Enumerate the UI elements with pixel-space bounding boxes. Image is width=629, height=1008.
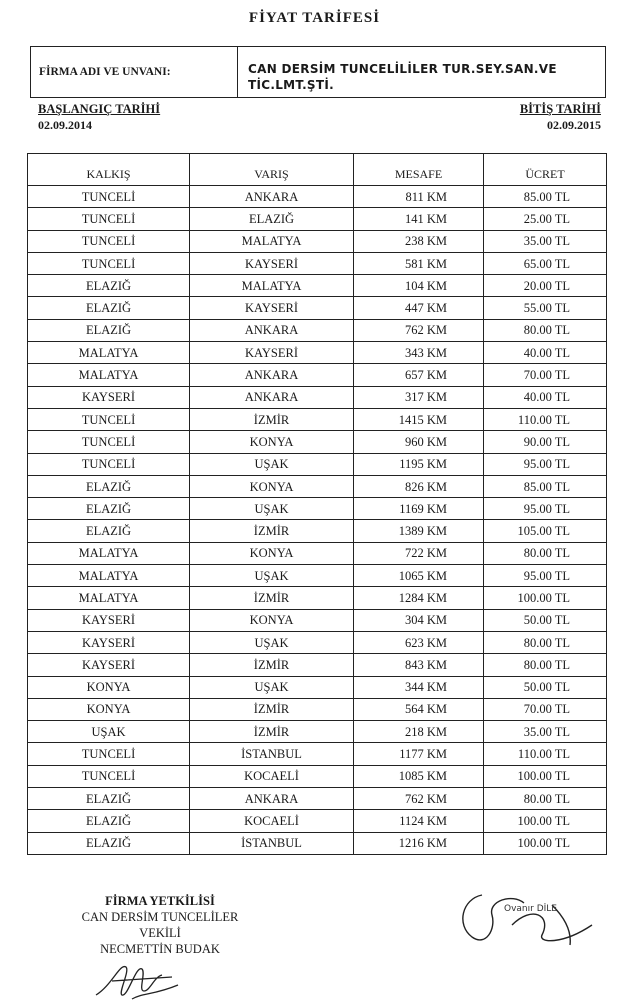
arrival-cell: ANKARA xyxy=(190,319,354,341)
table-row xyxy=(28,498,607,520)
fee-cell: 50.00 TL xyxy=(484,676,607,698)
start-date-label: BAŞLANGIÇ TARİHİ xyxy=(38,102,161,116)
departure-cell: ELAZIĞ xyxy=(28,297,190,319)
arrival-cell: KOCAELİ xyxy=(190,810,354,832)
distance-cell: 1195 KM xyxy=(354,453,484,475)
fee-cell: 65.00 TL xyxy=(484,252,607,274)
table-row xyxy=(28,631,607,653)
distance-cell: 343 KM xyxy=(354,342,484,364)
end-date-block xyxy=(520,101,601,133)
fee-cell: 110.00 TL xyxy=(484,743,607,765)
distance-cell: 447 KM xyxy=(354,297,484,319)
departure-cell: ELAZIĞ xyxy=(28,810,190,832)
arrival-cell: ELAZIĞ xyxy=(190,208,354,230)
arrival-cell: KOCAELİ xyxy=(190,765,354,787)
fee-cell: 95.00 TL xyxy=(484,453,607,475)
fee-cell: 80.00 TL xyxy=(484,319,607,341)
table-row xyxy=(28,676,607,698)
departure-cell: ELAZIĞ xyxy=(28,788,190,810)
arrival-cell: ANKARA xyxy=(190,386,354,408)
firm-name-line2: TİC.LMT.ŞTİ. xyxy=(248,78,334,92)
signatory-name: NECMETTİN BUDAK xyxy=(100,942,220,956)
fee-cell: 110.00 TL xyxy=(484,408,607,430)
arrival-cell: KAYSERİ xyxy=(190,342,354,364)
distance-cell: 843 KM xyxy=(354,654,484,676)
table-row xyxy=(28,587,607,609)
fee-cell: 90.00 TL xyxy=(484,431,607,453)
distance-cell: 826 KM xyxy=(354,475,484,497)
distance-cell: 1284 KM xyxy=(354,587,484,609)
table-row xyxy=(28,565,607,587)
distance-cell: 722 KM xyxy=(354,542,484,564)
table-row xyxy=(28,386,607,408)
distance-cell: 317 KM xyxy=(354,386,484,408)
departure-cell: KAYSERİ xyxy=(28,654,190,676)
departure-cell: UŞAK xyxy=(28,721,190,743)
fee-cell: 100.00 TL xyxy=(484,810,607,832)
header-distance: MESAFE xyxy=(354,154,484,186)
distance-cell: 1124 KM xyxy=(354,810,484,832)
table-row xyxy=(28,364,607,386)
arrival-cell: UŞAK xyxy=(190,676,354,698)
arrival-cell: KONYA xyxy=(190,542,354,564)
start-date-value: 02.09.2014 xyxy=(38,118,92,132)
arrival-cell: İZMİR xyxy=(190,698,354,720)
fee-cell: 85.00 TL xyxy=(484,186,607,208)
departure-cell: TUNCELİ xyxy=(28,208,190,230)
distance-cell: 1216 KM xyxy=(354,832,484,854)
departure-cell: KAYSERİ xyxy=(28,386,190,408)
fee-cell: 40.00 TL xyxy=(484,386,607,408)
distance-cell: 1177 KM xyxy=(354,743,484,765)
distance-cell: 1065 KM xyxy=(354,565,484,587)
departure-cell: ELAZIĞ xyxy=(28,520,190,542)
departure-cell: MALATYA xyxy=(28,342,190,364)
tariff-table xyxy=(27,153,607,855)
fee-cell: 70.00 TL xyxy=(484,364,607,386)
departure-cell: KONYA xyxy=(28,676,190,698)
table-row xyxy=(28,297,607,319)
fee-cell: 35.00 TL xyxy=(484,230,607,252)
arrival-cell: İZMİR xyxy=(190,654,354,676)
arrival-cell: MALATYA xyxy=(190,275,354,297)
fee-cell: 80.00 TL xyxy=(484,788,607,810)
table-row xyxy=(28,408,607,430)
departure-cell: MALATYA xyxy=(28,587,190,609)
arrival-cell: MALATYA xyxy=(190,230,354,252)
distance-cell: 104 KM xyxy=(354,275,484,297)
signatory-block xyxy=(30,893,290,957)
fee-cell: 95.00 TL xyxy=(484,565,607,587)
distance-cell: 218 KM xyxy=(354,721,484,743)
distance-cell: 1169 KM xyxy=(354,498,484,520)
departure-cell: MALATYA xyxy=(28,565,190,587)
arrival-cell: ANKARA xyxy=(190,186,354,208)
departure-cell: ELAZIĞ xyxy=(28,498,190,520)
distance-cell: 762 KM xyxy=(354,788,484,810)
signatory-role: VEKİLİ xyxy=(139,926,181,940)
table-row xyxy=(28,832,607,854)
table-row xyxy=(28,721,607,743)
table-row xyxy=(28,319,607,341)
arrival-cell: KAYSERİ xyxy=(190,252,354,274)
departure-cell: ELAZIĞ xyxy=(28,275,190,297)
table-row xyxy=(28,230,607,252)
arrival-cell: İZMİR xyxy=(190,587,354,609)
arrival-cell: UŞAK xyxy=(190,565,354,587)
fee-cell: 100.00 TL xyxy=(484,832,607,854)
table-row xyxy=(28,698,607,720)
fee-cell: 80.00 TL xyxy=(484,631,607,653)
departure-cell: TUNCELİ xyxy=(28,230,190,252)
arrival-cell: UŞAK xyxy=(190,453,354,475)
end-date-label: BİTİŞ TARİHİ xyxy=(519,102,601,116)
table-row xyxy=(28,810,607,832)
header-departure: KALKIŞ xyxy=(28,154,190,186)
handwritten-signature-left xyxy=(92,955,182,1003)
distance-cell: 1085 KM xyxy=(354,765,484,787)
fee-cell: 105.00 TL xyxy=(484,520,607,542)
table-row xyxy=(28,788,607,810)
arrival-cell: UŞAK xyxy=(190,498,354,520)
arrival-cell: ANKARA xyxy=(190,788,354,810)
departure-cell: TUNCELİ xyxy=(28,408,190,430)
fee-cell: 85.00 TL xyxy=(484,475,607,497)
fee-cell: 100.00 TL xyxy=(484,765,607,787)
distance-cell: 581 KM xyxy=(354,252,484,274)
distance-cell: 623 KM xyxy=(354,631,484,653)
fee-cell: 35.00 TL xyxy=(484,721,607,743)
header-fee: ÜCRET xyxy=(484,154,607,186)
distance-cell: 811 KM xyxy=(354,186,484,208)
signatory-heading: FİRMA YETKİLİSİ xyxy=(105,894,215,908)
arrival-cell: İSTANBUL xyxy=(190,832,354,854)
arrival-cell: İZMİR xyxy=(190,520,354,542)
arrival-cell: KONYA xyxy=(190,609,354,631)
fee-cell: 40.00 TL xyxy=(484,342,607,364)
table-row xyxy=(28,453,607,475)
departure-cell: TUNCELİ xyxy=(28,743,190,765)
departure-cell: TUNCELİ xyxy=(28,765,190,787)
table-row xyxy=(28,765,607,787)
distance-cell: 657 KM xyxy=(354,364,484,386)
arrival-cell: KONYA xyxy=(190,431,354,453)
arrival-cell: İZMİR xyxy=(190,408,354,430)
firm-name xyxy=(238,47,605,97)
departure-cell: TUNCELİ xyxy=(28,453,190,475)
table-row xyxy=(28,186,607,208)
distance-cell: 564 KM xyxy=(354,698,484,720)
arrival-cell: ANKARA xyxy=(190,364,354,386)
arrival-cell: KONYA xyxy=(190,475,354,497)
fee-cell: 55.00 TL xyxy=(484,297,607,319)
fee-cell: 100.00 TL xyxy=(484,587,607,609)
firm-name-line1: CAN DERSİM TUNCELİLİLER TUR.SEY.SAN.VE xyxy=(248,62,557,76)
table-row xyxy=(28,520,607,542)
distance-cell: 762 KM xyxy=(354,319,484,341)
stamp-signature-right xyxy=(452,885,602,955)
departure-cell: KAYSERİ xyxy=(28,631,190,653)
fee-cell: 80.00 TL xyxy=(484,654,607,676)
stamp-text: Ovanır DİLE xyxy=(504,904,557,914)
departure-cell: TUNCELİ xyxy=(28,431,190,453)
header-arrival: VARIŞ xyxy=(190,154,354,186)
distance-cell: 141 KM xyxy=(354,208,484,230)
departure-cell: TUNCELİ xyxy=(28,252,190,274)
departure-cell: ELAZIĞ xyxy=(28,832,190,854)
document-title: FİYAT TARİFESİ xyxy=(248,10,381,26)
start-date-block xyxy=(38,101,160,133)
table-row xyxy=(28,654,607,676)
fee-cell: 70.00 TL xyxy=(484,698,607,720)
arrival-cell: UŞAK xyxy=(190,631,354,653)
table-row xyxy=(28,743,607,765)
table-row xyxy=(28,431,607,453)
arrival-cell: KAYSERİ xyxy=(190,297,354,319)
firm-info-box xyxy=(30,46,606,98)
distance-cell: 344 KM xyxy=(354,676,484,698)
end-date-value: 02.09.2015 xyxy=(547,118,601,132)
table-row xyxy=(28,342,607,364)
table-row xyxy=(28,208,607,230)
fee-cell: 20.00 TL xyxy=(484,275,607,297)
signatory-company: CAN DERSİM TUNCELİLER xyxy=(81,910,239,924)
arrival-cell: İZMİR xyxy=(190,721,354,743)
distance-cell: 238 KM xyxy=(354,230,484,252)
table-row xyxy=(28,252,607,274)
departure-cell: MALATYA xyxy=(28,542,190,564)
departure-cell: MALATYA xyxy=(28,364,190,386)
departure-cell: KONYA xyxy=(28,698,190,720)
table-body xyxy=(28,186,607,855)
distance-cell: 1389 KM xyxy=(354,520,484,542)
fee-cell: 25.00 TL xyxy=(484,208,607,230)
arrival-cell: İSTANBUL xyxy=(190,743,354,765)
distance-cell: 304 KM xyxy=(354,609,484,631)
distance-cell: 960 KM xyxy=(354,431,484,453)
table-row xyxy=(28,475,607,497)
departure-cell: ELAZIĞ xyxy=(28,319,190,341)
firm-label: FİRMA ADI VE UNVANI: xyxy=(31,47,238,97)
departure-cell: TUNCELİ xyxy=(28,186,190,208)
departure-cell: KAYSERİ xyxy=(28,609,190,631)
table-header-row xyxy=(28,154,607,186)
fee-cell: 80.00 TL xyxy=(484,542,607,564)
fee-cell: 50.00 TL xyxy=(484,609,607,631)
table-row xyxy=(28,542,607,564)
table-row xyxy=(28,609,607,631)
departure-cell: ELAZIĞ xyxy=(28,475,190,497)
distance-cell: 1415 KM xyxy=(354,408,484,430)
fee-cell: 95.00 TL xyxy=(484,498,607,520)
table-row xyxy=(28,275,607,297)
